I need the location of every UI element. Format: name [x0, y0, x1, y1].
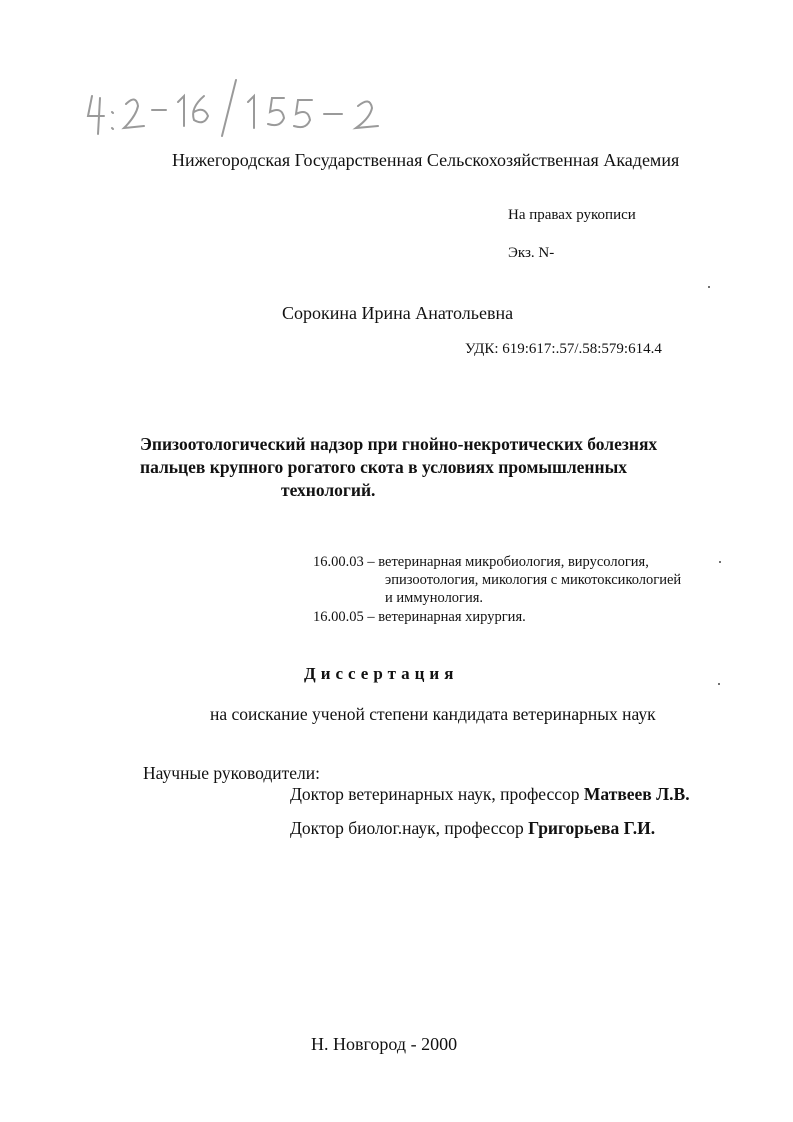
stamp-stroke: [193, 96, 208, 122]
stamp-stroke: [178, 96, 184, 126]
stamp-stroke: [356, 101, 378, 128]
stamp-stroke: [294, 100, 312, 127]
supervisor-title: Доктор биолог.наук, профессор: [290, 818, 529, 838]
scan-speck: [718, 683, 720, 685]
copy-number: Экз. N-: [508, 245, 555, 261]
stamp-stroke: [88, 96, 104, 134]
supervisor-entry: [290, 786, 690, 804]
rights-note: На правах рукописи: [508, 207, 636, 223]
stamp-stroke: [248, 96, 254, 128]
supervisor-name: Матвеев Л.В.: [583, 784, 690, 804]
supervisor-entry: [290, 820, 655, 838]
degree-line: на соискание ученой степени кандидата ветеринарных наук: [210, 704, 656, 724]
stamp-stroke: [112, 112, 113, 129]
thesis-title-line: пальцев крупного рогатого скота в условиях промышленных: [140, 457, 627, 477]
stamp-stroke: [124, 99, 144, 128]
specialty-line: 16.00.03 – ветеринарная микробиология, вирусология,: [313, 554, 649, 570]
supervisor-title: Доктор ветеринарных наук, профессор: [290, 784, 584, 804]
document-type: Диссертация: [304, 664, 459, 683]
stamp-stroke: [222, 80, 236, 136]
specialty-line: и иммунология.: [385, 590, 484, 606]
stamp-stroke: [268, 98, 284, 125]
specialty-line: эпизоотология, микология с микотоксикологией: [385, 572, 682, 588]
supervisors-label: Научные руководители:: [143, 763, 320, 783]
city-and-year: Н. Новгород - 2000: [311, 1034, 458, 1054]
thesis-title-line: Эпизоотологический надзор при гнойно-некротических болезнях: [140, 434, 658, 454]
author-name: Сорокина Ирина Анатольевна: [282, 303, 514, 323]
specialty-line: 16.00.05 – ветеринарная хирургия.: [313, 609, 526, 625]
supervisor-name: Григорьева Г.И.: [528, 818, 656, 838]
scan-speck: [719, 561, 721, 563]
handwritten-archive-stamp: [86, 76, 416, 146]
udk-code: УДК: 619:617:.57/.58:579:614.4: [465, 341, 662, 357]
thesis-title-line: технологий.: [281, 480, 376, 500]
institution-name: Нижегородская Государственная Сельскохозяйственная Академия: [172, 150, 680, 170]
scan-speck: [708, 286, 710, 288]
